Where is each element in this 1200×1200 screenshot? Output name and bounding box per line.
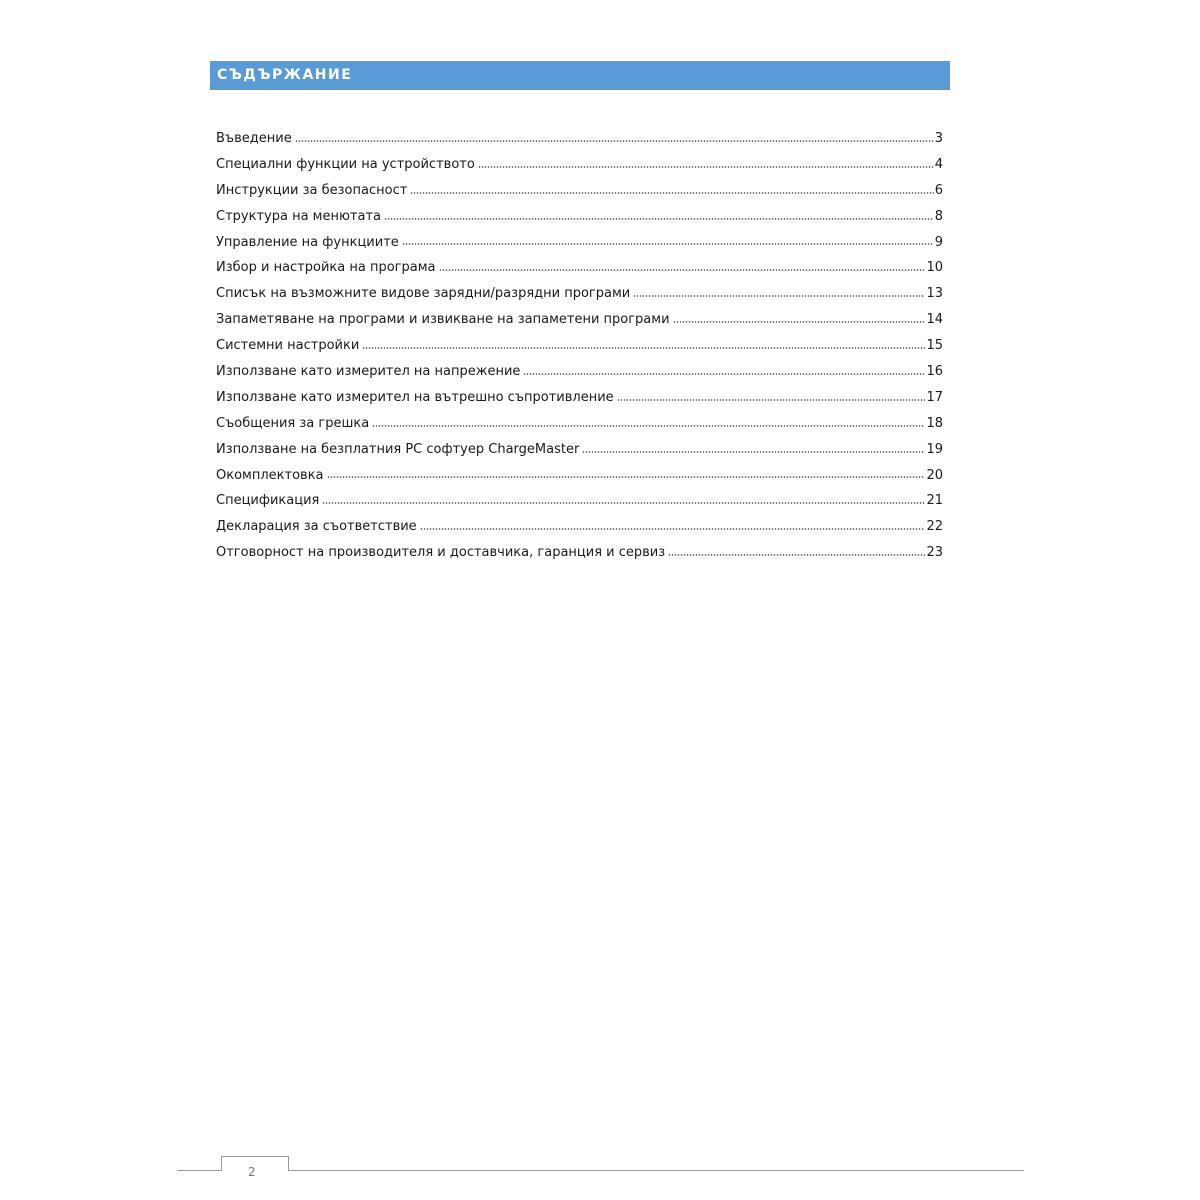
toc-entry-title: Съобщения за грешка [216,415,370,431]
toc-dot-leader [633,295,925,297]
toc-dot-leader [410,192,933,194]
toc-entry-title: Системни настройки [216,338,360,354]
toc-dot-leader [362,347,925,349]
toc-entry-title: Запаметяване на програми и извикване на запаметени програми [216,312,670,328]
toc-entry[interactable] [216,359,943,385]
toc-entry-page: 16 [926,364,943,380]
toc-entry-title: Списък на възможните видове зарядни/разрядни програми [216,286,631,302]
toc-entry[interactable] [216,178,943,204]
toc-entry-page: 3 [934,131,943,146]
toc-dot-leader [478,166,934,168]
toc-entry-title: Инструкции за безопасност [216,182,408,198]
toc-entry[interactable] [216,255,943,281]
toc-dot-leader [372,425,925,427]
toc-entry[interactable] [216,333,943,359]
toc-entry-page: 17 [926,389,943,405]
toc-dot-leader [673,321,926,323]
toc-dot-leader [523,373,925,375]
toc-entry-page: 13 [926,286,943,302]
toc-entry-page: 4 [934,156,943,172]
toc-entry[interactable] [216,204,943,230]
toc-entry-title: Използване на безплатния PC софтуер ChargeMaster [216,441,580,457]
toc-entry-title: Окомплектовка [216,467,324,483]
toc-entry-page: 20 [926,467,943,483]
toc-dot-leader [384,218,934,220]
toc-dot-leader [327,476,926,478]
toc-entry[interactable] [216,463,943,489]
toc-heading-bar [210,61,950,90]
toc-entry[interactable] [216,307,943,333]
toc-entry-title: Въведение [216,131,292,146]
toc-entry-page: 8 [934,208,943,224]
table-of-contents [216,126,943,566]
toc-entry[interactable] [216,540,943,566]
toc-entry[interactable] [216,152,943,178]
toc-dot-leader [668,554,925,556]
toc-entry[interactable] [216,488,943,514]
toc-entry-title: Избор и настройка на програма [216,260,436,276]
toc-dot-leader [439,269,926,271]
toc-entry-page: 9 [934,234,943,250]
toc-entry-page: 21 [926,493,943,509]
toc-dot-leader [617,399,926,401]
toc-entry[interactable] [216,514,943,540]
toc-entry-page: 6 [934,182,943,198]
toc-dot-leader [322,502,925,504]
page-number: 2 [248,1165,256,1179]
toc-entry-page: 19 [926,441,943,457]
toc-dot-leader [582,451,925,453]
toc-dot-leader [402,243,934,245]
toc-entry[interactable] [216,437,943,463]
toc-dot-leader [420,528,926,530]
toc-entry-page: 10 [926,260,943,276]
toc-entry[interactable] [216,126,943,152]
toc-entry-page: 15 [926,338,943,354]
toc-entry-page: 23 [926,545,943,561]
toc-heading: СЪДЪРЖАНИЕ [217,67,353,83]
toc-entry-title: Специални функции на устройството [216,156,475,172]
toc-entry[interactable] [216,281,943,307]
footer-rule-right [288,1170,1024,1171]
toc-entry-title: Отговорност на производителя и доставчика, гаранция и сервиз [216,545,666,561]
toc-entry[interactable] [216,411,943,437]
toc-entry-page: 14 [926,312,943,328]
toc-entry-title: Използване като измерител на напрежение [216,364,521,380]
toc-entry-title: Декларация за съответствие [216,519,417,535]
toc-entry-title: Използване като измерител на вътрешно съпротивление [216,389,614,405]
toc-entry[interactable] [216,385,943,411]
toc-entry-title: Структура на менютата [216,208,381,224]
toc-entry-page: 22 [926,519,943,535]
toc-entry-page: 18 [926,415,943,431]
footer-rule-left [177,1170,222,1171]
toc-entry-title: Управление на функциите [216,234,399,250]
toc-entry[interactable] [216,230,943,256]
toc-entry-title: Спецификация [216,493,320,509]
toc-dot-leader [295,140,934,142]
